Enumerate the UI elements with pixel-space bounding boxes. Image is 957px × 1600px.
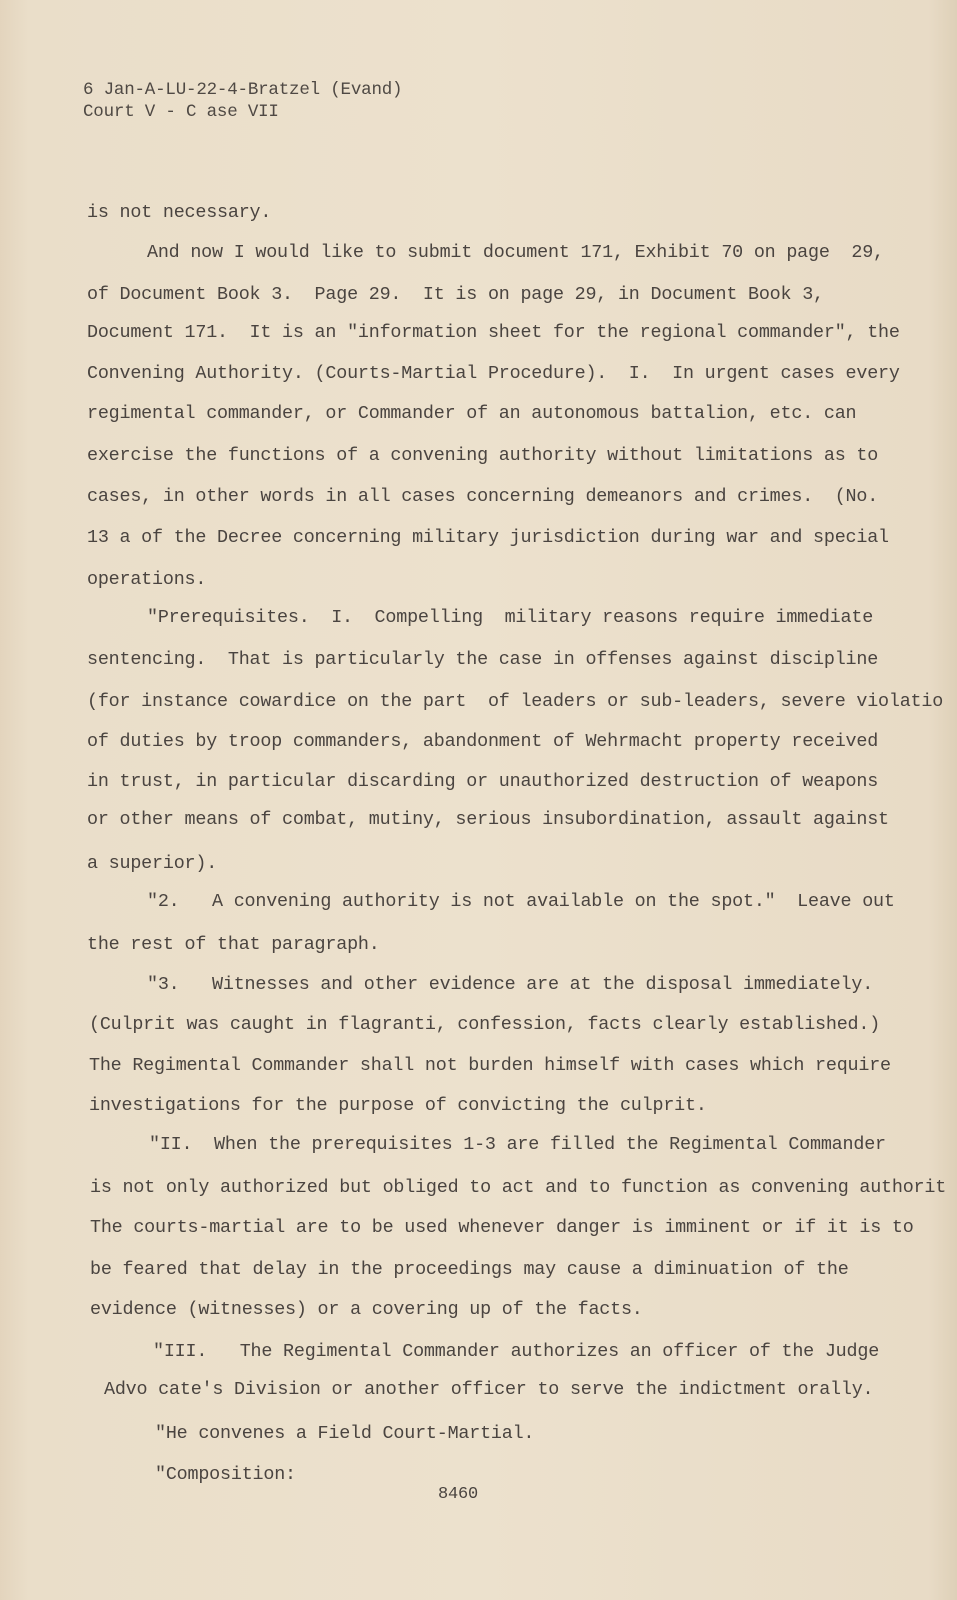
text-line: "III. The Regimental Commander authorizes an officer of the Judge [153,1341,880,1362]
text-line: in trust, in particular discarding or unauthorized destruction of weapons [87,771,879,792]
text-line: of Document Book 3. Page 29. It is on page 29, in Document Book 3, [87,284,824,305]
page-number: 8460 [438,1485,479,1504]
text-line: "2. A convening authority is not available on the spot." Leave out [147,891,895,912]
text-line: "Composition: [155,1464,296,1485]
text-line: cases, in other words in all cases concerning demeanors and crimes. (No. [87,486,879,507]
header-court-case: Court V - C ase VII [83,102,279,122]
text-line: The courts-martial are to be used whenever danger is imminent or if it is to [90,1217,914,1238]
text-line: exercise the functions of a convening authority without limitations as to [87,445,879,466]
text-line: investigations for the purpose of convicting the culprit. [89,1095,707,1116]
text-line: evidence (witnesses) or a covering up of the facts. [90,1299,643,1320]
text-line: "Prerequisites. I. Compelling military reasons require immediate [147,607,874,628]
text-line: (Culprit was caught in flagranti, confession, facts clearly established.) [89,1014,881,1035]
text-line: And now I would like to submit document 171, Exhibit 70 on page 29, [147,242,884,263]
text-line: of duties by troop commanders, abandonment of Wehrmacht property received [87,731,879,752]
text-line: Advo cate's Division or another officer to serve the indictment orally. [104,1379,874,1400]
text-line: a superior). [87,853,218,874]
text-line: regimental commander, or Commander of an autonomous battalion, etc. can [87,403,857,424]
text-line: "II. When the prerequisites 1-3 are filled the Regimental Commander [149,1134,886,1155]
text-line: or other means of combat, mutiny, serious insubordination, assault against [87,809,889,830]
text-line: sentencing. That is particularly the case in offenses against discipline [87,649,879,670]
text-line: The Regimental Commander shall not burden himself with cases which require [89,1055,891,1076]
header-case-reference: 6 Jan-A-LU-22-4-Bratzel (Evand) [83,80,403,100]
text-line: 13 a of the Decree concerning military jurisdiction during war and special [87,527,889,548]
text-line: be feared that delay in the proceedings may cause a diminuation of the [90,1259,849,1280]
text-line: (for instance cowardice on the part of leaders or sub-leaders, severe violatio [87,691,944,712]
text-line: operations. [87,569,207,590]
text-line: is not necessary. [87,202,272,223]
text-line: "3. Witnesses and other evidence are at the disposal immediately. [147,974,874,995]
text-line: the rest of that paragraph. [87,934,380,955]
text-line: Document 171. It is an "information sheet for the regional commander", the [87,322,900,343]
text-line: Convening Authority. (Courts-Martial Procedure). I. In urgent cases every [87,363,900,384]
text-line: "He convenes a Field Court-Martial. [155,1423,535,1444]
text-line: is not only authorized but obliged to act and to function as convening authorit [90,1177,947,1198]
